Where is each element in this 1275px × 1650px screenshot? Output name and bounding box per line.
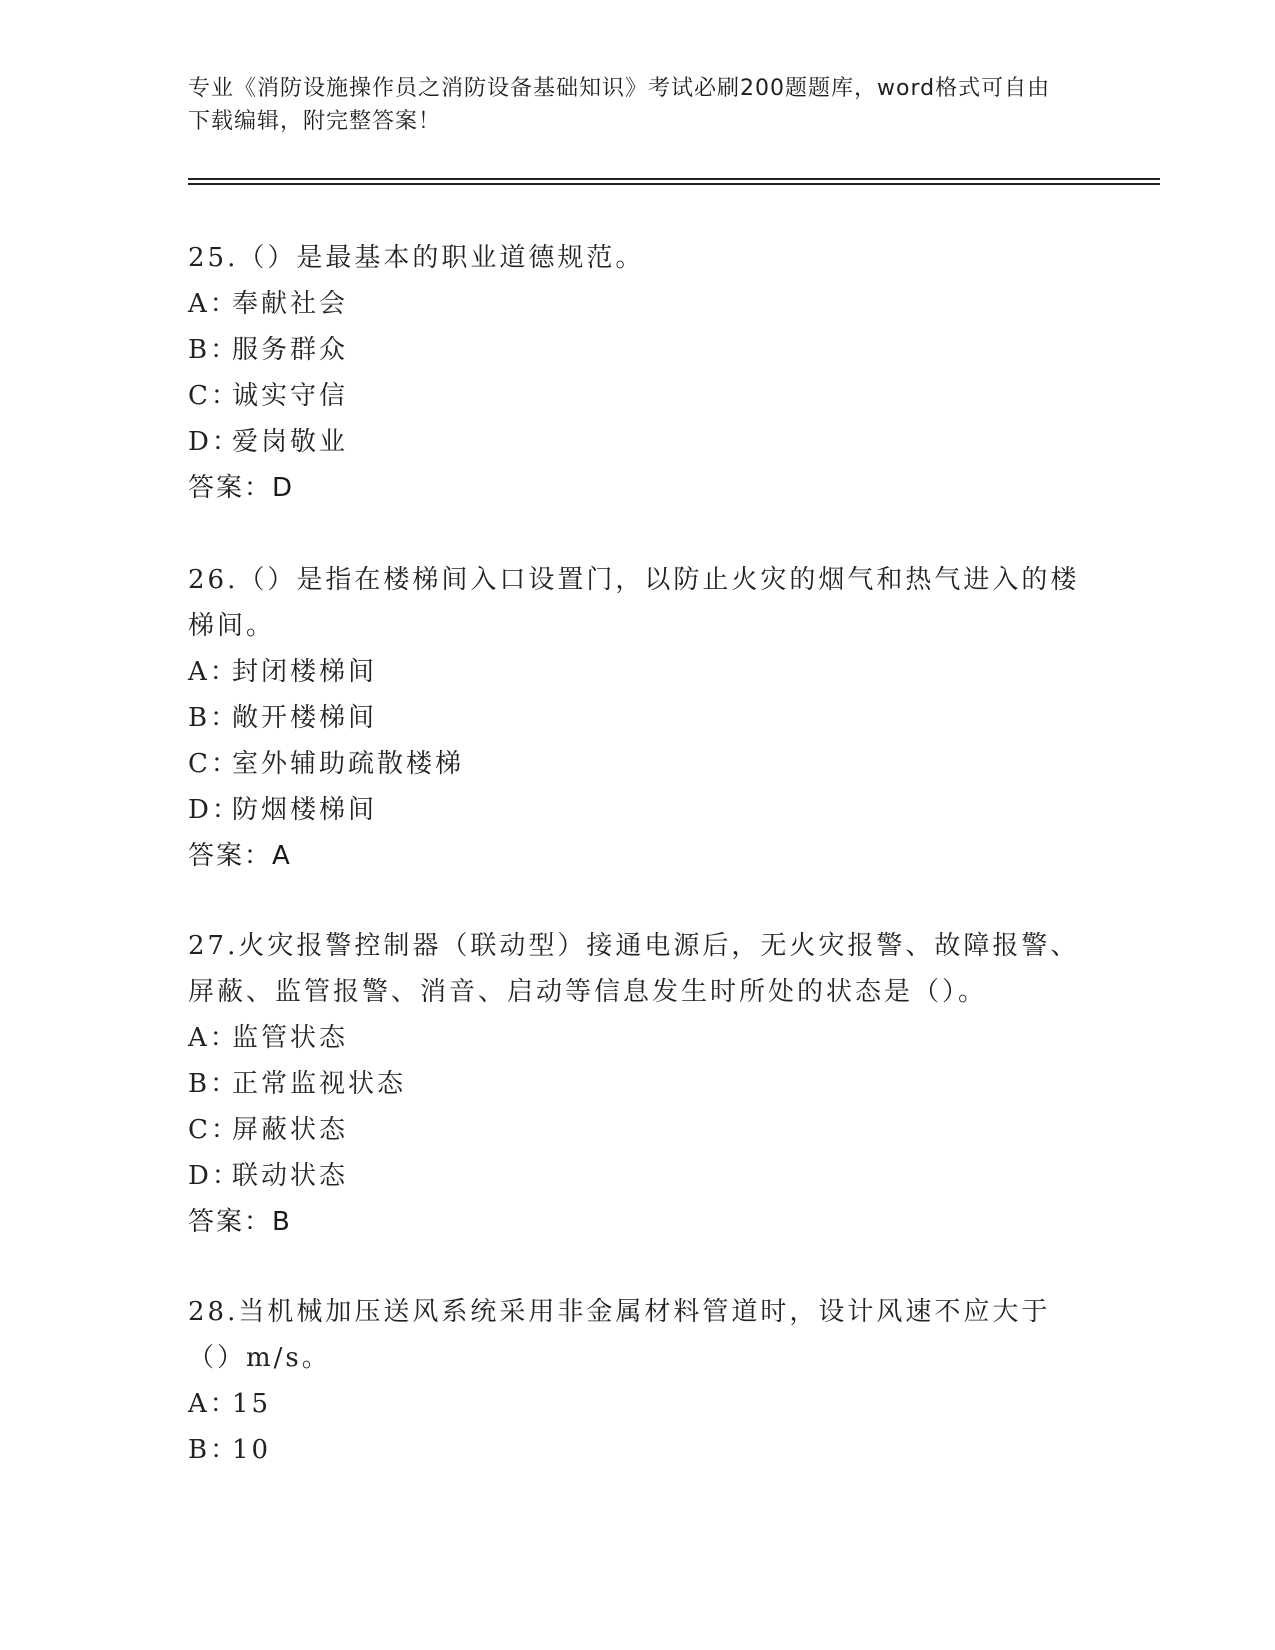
option-key: C： bbox=[188, 381, 240, 411]
option-key: A： bbox=[188, 289, 239, 319]
option-text: 防烟楼梯间 bbox=[232, 795, 378, 825]
option-key: A： bbox=[188, 1023, 239, 1053]
option-b bbox=[188, 1427, 1088, 1473]
option-key: B： bbox=[188, 1435, 240, 1465]
option-c bbox=[188, 1107, 1088, 1153]
answer-line: 答案：A bbox=[188, 841, 292, 871]
question-stem: 25.（）是最基本的职业道德规范。 bbox=[188, 243, 645, 273]
option-text: 爱岗敬业 bbox=[232, 427, 349, 457]
option-key: B： bbox=[188, 335, 240, 365]
option-key: C： bbox=[188, 1115, 240, 1145]
option-b bbox=[188, 695, 1088, 741]
option-d bbox=[188, 419, 1088, 465]
option-text: 监管状态 bbox=[232, 1023, 349, 1053]
header-divider-top bbox=[188, 178, 1160, 180]
option-text: 屏蔽状态 bbox=[232, 1115, 349, 1145]
option-key: D： bbox=[188, 795, 241, 825]
header-divider-bottom bbox=[188, 183, 1160, 185]
option-key: D： bbox=[188, 427, 241, 457]
option-key: B： bbox=[188, 1069, 240, 1099]
question-26 bbox=[188, 557, 1088, 879]
option-text: 室外辅助疏散楼梯 bbox=[232, 749, 465, 779]
answer-line: 答案：D bbox=[188, 473, 295, 503]
option-c bbox=[188, 741, 1088, 787]
option-key: A： bbox=[188, 1389, 239, 1419]
question-27 bbox=[188, 923, 1088, 1245]
option-text: 敞开楼梯间 bbox=[232, 703, 378, 733]
option-b bbox=[188, 1061, 1088, 1107]
answer-line: 答案：B bbox=[188, 1207, 292, 1237]
option-d bbox=[188, 1153, 1088, 1199]
option-text: 15 bbox=[232, 1389, 272, 1419]
option-text: 封闭楼梯间 bbox=[232, 657, 378, 687]
option-b bbox=[188, 327, 1088, 373]
option-a bbox=[188, 1015, 1088, 1061]
option-a bbox=[188, 1381, 1088, 1427]
option-text: 10 bbox=[232, 1435, 272, 1465]
option-text: 联动状态 bbox=[232, 1161, 349, 1191]
option-key: A： bbox=[188, 657, 239, 687]
question-stem: 28.当机械加压送风系统采用非金属材料管道时，设计风速不应大于（）m/s。 bbox=[188, 1297, 1051, 1373]
question-25 bbox=[188, 235, 1088, 511]
option-a bbox=[188, 281, 1088, 327]
document-header: 专业《消防设施操作员之消防设备基础知识》考试必刷200题题库，word格式可自由下载编辑，附完整答案！ bbox=[188, 76, 1051, 134]
option-text: 奉献社会 bbox=[232, 289, 349, 319]
option-text: 服务群众 bbox=[232, 335, 349, 365]
option-key: B： bbox=[188, 703, 240, 733]
option-d bbox=[188, 787, 1088, 833]
question-stem: 27.火灾报警控制器（联动型）接通电源后，无火灾报警、故障报警、屏蔽、监管报警、消音、启动等信息发生时所处的状态是（）。 bbox=[188, 931, 1080, 1007]
option-key: C： bbox=[188, 749, 240, 779]
option-key: D： bbox=[188, 1161, 241, 1191]
option-text: 诚实守信 bbox=[232, 381, 349, 411]
option-text: 正常监视状态 bbox=[232, 1069, 407, 1099]
option-c bbox=[188, 373, 1088, 419]
question-28 bbox=[188, 1289, 1088, 1473]
question-stem: 26.（）是指在楼梯间入口设置门，以防止火灾的烟气和热气进入的楼梯间。 bbox=[188, 565, 1080, 641]
option-a bbox=[188, 649, 1088, 695]
